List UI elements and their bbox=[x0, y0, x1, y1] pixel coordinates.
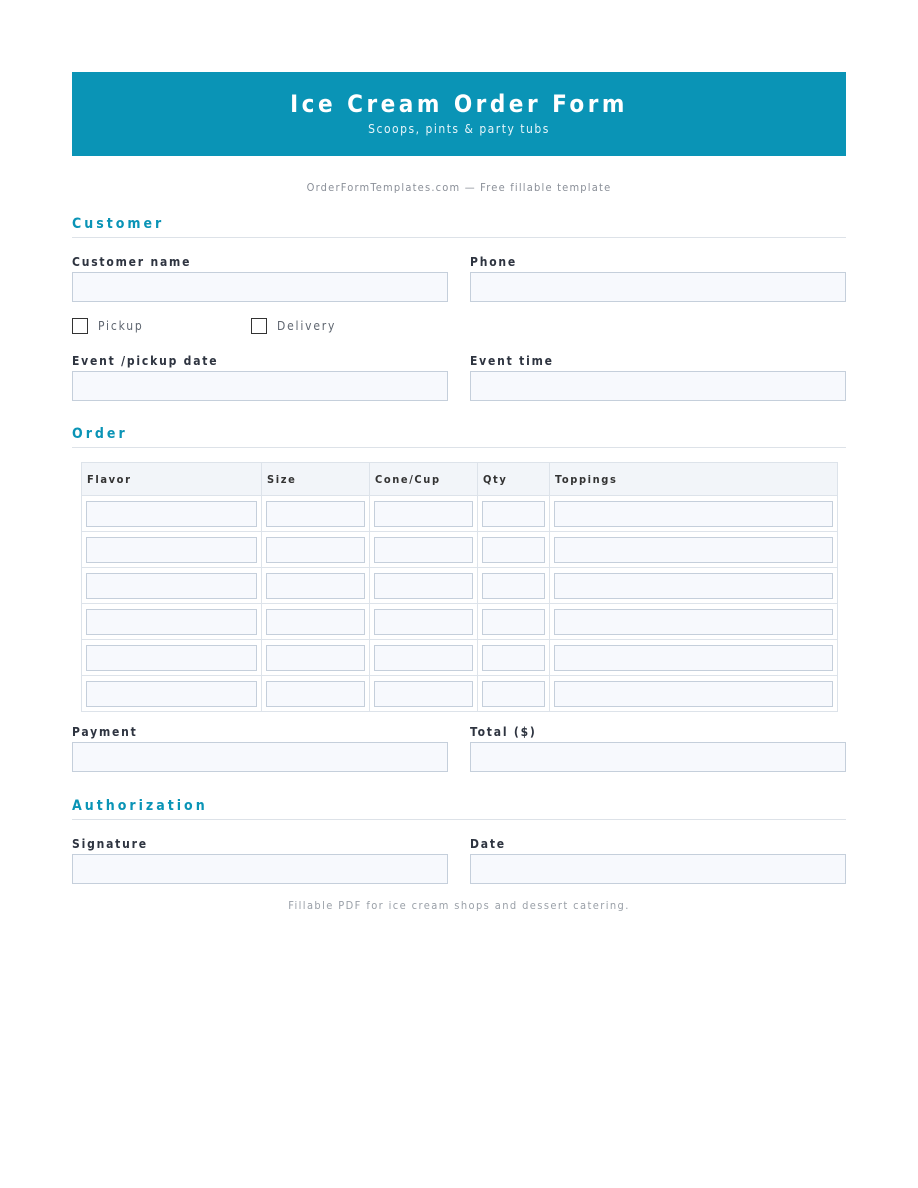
table-cell-qty bbox=[478, 568, 550, 604]
section-authorization-heading: Authorization bbox=[72, 797, 846, 820]
authorization-row bbox=[72, 836, 846, 884]
payment-label: Payment bbox=[72, 725, 138, 739]
delivery-label: Delivery bbox=[277, 319, 337, 333]
cone-cup-input[interactable] bbox=[374, 609, 473, 635]
total-field bbox=[470, 724, 846, 772]
event-time-input[interactable] bbox=[470, 371, 846, 401]
toppings-input[interactable] bbox=[554, 573, 833, 599]
signature-field bbox=[72, 836, 448, 884]
size-input[interactable] bbox=[266, 501, 365, 527]
event-date-field bbox=[72, 353, 448, 401]
column-header-flavor: Flavor bbox=[82, 463, 262, 496]
table-cell-size bbox=[262, 532, 370, 568]
section-order-heading: Order bbox=[72, 425, 846, 448]
section-customer-heading: Customer bbox=[72, 215, 846, 238]
size-input[interactable] bbox=[266, 537, 365, 563]
flavor-input[interactable] bbox=[86, 573, 257, 599]
pickup-label: Pickup bbox=[98, 319, 144, 333]
table-cell-toppings bbox=[550, 676, 838, 712]
toppings-input[interactable] bbox=[554, 501, 833, 527]
date-field bbox=[470, 836, 846, 884]
table-cell-flavor bbox=[82, 496, 262, 532]
table-cell-qty bbox=[478, 496, 550, 532]
table-cell-qty bbox=[478, 604, 550, 640]
table-cell-toppings bbox=[550, 604, 838, 640]
customer-name-label: Customer name bbox=[72, 255, 192, 269]
phone-input[interactable] bbox=[470, 272, 846, 302]
order-table-body bbox=[82, 496, 838, 712]
cone-cup-input[interactable] bbox=[374, 537, 473, 563]
table-row bbox=[82, 496, 838, 532]
customer-name-input[interactable] bbox=[72, 272, 448, 302]
flavor-input[interactable] bbox=[86, 681, 257, 707]
table-cell-cone-cup bbox=[370, 496, 478, 532]
event-time-label: Event time bbox=[470, 354, 554, 368]
table-cell-cone-cup bbox=[370, 676, 478, 712]
table-cell-flavor bbox=[82, 640, 262, 676]
phone-field bbox=[470, 254, 846, 302]
table-cell-size bbox=[262, 604, 370, 640]
size-input[interactable] bbox=[266, 681, 365, 707]
order-table-header bbox=[82, 463, 838, 496]
table-cell-cone-cup bbox=[370, 532, 478, 568]
table-cell-size bbox=[262, 640, 370, 676]
table-cell-size bbox=[262, 568, 370, 604]
total-label: Total ($) bbox=[470, 725, 537, 739]
table-cell-cone-cup bbox=[370, 568, 478, 604]
table-cell-qty bbox=[478, 676, 550, 712]
qty-input[interactable] bbox=[482, 681, 545, 707]
toppings-input[interactable] bbox=[554, 681, 833, 707]
customer-row-2 bbox=[72, 353, 846, 401]
footer-note: Fillable PDF for ice cream shops and dessert catering. bbox=[288, 899, 630, 912]
event-time-field bbox=[470, 353, 846, 401]
cone-cup-input[interactable] bbox=[374, 573, 473, 599]
table-cell-cone-cup bbox=[370, 604, 478, 640]
table-row bbox=[82, 676, 838, 712]
column-header-size: Size bbox=[262, 463, 370, 496]
size-input[interactable] bbox=[266, 573, 365, 599]
cone-cup-input[interactable] bbox=[374, 645, 473, 671]
delivery-option[interactable] bbox=[251, 316, 336, 336]
qty-input[interactable] bbox=[482, 501, 545, 527]
customer-name-field bbox=[72, 254, 448, 302]
size-input[interactable] bbox=[266, 609, 365, 635]
table-cell-toppings bbox=[550, 532, 838, 568]
qty-input[interactable] bbox=[482, 573, 545, 599]
signature-label: Signature bbox=[72, 837, 148, 851]
header-banner bbox=[72, 72, 846, 156]
table-cell-qty bbox=[478, 640, 550, 676]
toppings-input[interactable] bbox=[554, 537, 833, 563]
table-cell-size bbox=[262, 676, 370, 712]
phone-label: Phone bbox=[470, 255, 518, 269]
cone-cup-input[interactable] bbox=[374, 681, 473, 707]
table-row bbox=[82, 640, 838, 676]
form-title: Ice Cream Order Form bbox=[290, 90, 628, 118]
signature-input[interactable] bbox=[72, 854, 448, 884]
toppings-input[interactable] bbox=[554, 609, 833, 635]
customer-row-1 bbox=[72, 254, 846, 302]
event-date-input[interactable] bbox=[72, 371, 448, 401]
pickup-option[interactable] bbox=[72, 316, 251, 336]
table-cell-cone-cup bbox=[370, 640, 478, 676]
fulfillment-options bbox=[72, 316, 846, 336]
payment-row bbox=[72, 724, 846, 772]
pickup-checkbox[interactable] bbox=[72, 318, 88, 334]
column-header-cone-cup: Cone/Cup bbox=[370, 463, 478, 496]
table-cell-flavor bbox=[82, 676, 262, 712]
toppings-input[interactable] bbox=[554, 645, 833, 671]
event-date-label: Event /pickup date bbox=[72, 354, 219, 368]
flavor-input[interactable] bbox=[86, 609, 257, 635]
delivery-checkbox[interactable] bbox=[251, 318, 267, 334]
qty-input[interactable] bbox=[482, 645, 545, 671]
table-cell-flavor bbox=[82, 604, 262, 640]
flavor-input[interactable] bbox=[86, 501, 257, 527]
table-cell-flavor bbox=[82, 532, 262, 568]
qty-input[interactable] bbox=[482, 537, 545, 563]
table-row bbox=[82, 604, 838, 640]
table-cell-toppings bbox=[550, 640, 838, 676]
form-subtitle: Scoops, pints & party tubs bbox=[368, 122, 550, 136]
column-header-qty: Qty bbox=[478, 463, 550, 496]
table-cell-toppings bbox=[550, 496, 838, 532]
order-form-page bbox=[72, 72, 846, 913]
order-table bbox=[81, 462, 838, 712]
table-row bbox=[82, 532, 838, 568]
payment-input[interactable] bbox=[72, 742, 448, 772]
qty-input[interactable] bbox=[482, 609, 545, 635]
total-input[interactable] bbox=[470, 742, 846, 772]
size-input[interactable] bbox=[266, 645, 365, 671]
cone-cup-input[interactable] bbox=[374, 501, 473, 527]
table-cell-size bbox=[262, 496, 370, 532]
column-header-toppings: Toppings bbox=[550, 463, 838, 496]
flavor-input[interactable] bbox=[86, 537, 257, 563]
table-row bbox=[82, 568, 838, 604]
payment-field bbox=[72, 724, 448, 772]
table-cell-flavor bbox=[82, 568, 262, 604]
flavor-input[interactable] bbox=[86, 645, 257, 671]
table-cell-qty bbox=[478, 532, 550, 568]
table-cell-toppings bbox=[550, 568, 838, 604]
source-line: OrderFormTemplates.com — Free fillable template bbox=[306, 181, 612, 194]
date-label: Date bbox=[470, 837, 506, 851]
date-input[interactable] bbox=[470, 854, 846, 884]
